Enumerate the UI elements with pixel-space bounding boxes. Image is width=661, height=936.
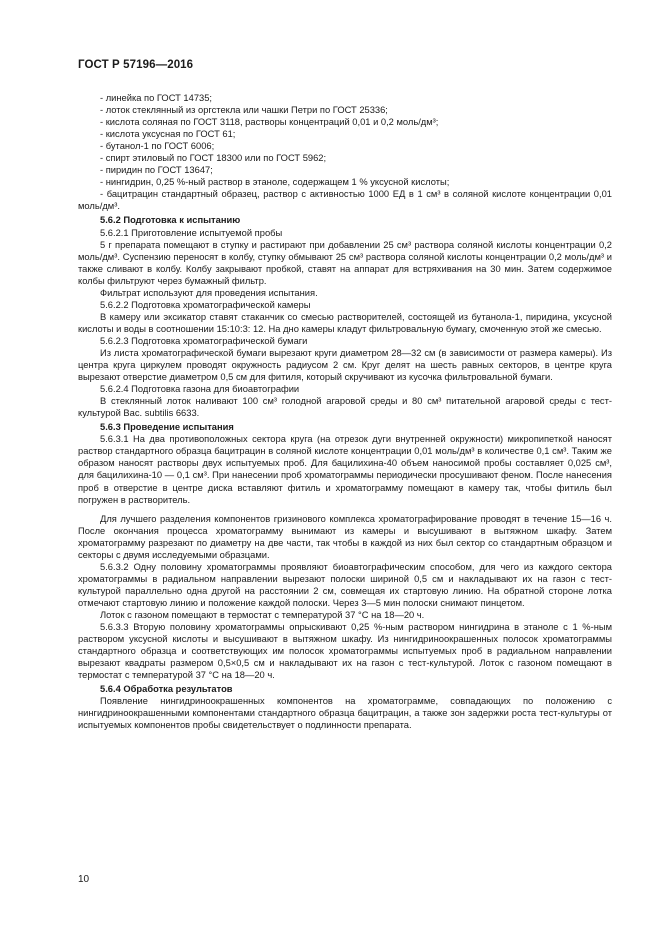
paragraph: Из листа хроматографической бумаги вырезают круги диаметром 28—32 см (в зависимости от размера камеры). Из центра круга циркулем проводят окружность радиусом 2 см. Круг делят на шесть равных секторов, в центре круга вырезают отверстие диаметром 0,5 см для фитиля, который скручивают из кусочка фильтровальной бумаги. [78, 347, 612, 383]
list-item: - кислота соляная по ГОСТ 3118, растворы концентраций 0,01 и 0,2 моль/дм³; [100, 117, 439, 128]
list-item: - спирт этиловый по ГОСТ 18300 или по ГОСТ 5962; [100, 153, 327, 164]
paragraph: В камеру или эксикатор ставят стаканчик со смесью растворителей, состоящей из бутанола-1, пиридина, уксусной кислоты и воды в соотношении 15:10:3: 12. На дно камеры кладут фильтровальную бумагу, смоченную этой же смесью. [78, 311, 612, 334]
paragraph: Появление нингидриноокрашенных компонентов на хроматограмме, совпадающих по положению с нингидриноокрашенными компонентами стандартного образца бацитрацин, а также зон задержки роста тест-культуры от испытуемых компонентов пробы свидетельствует о подлинности препарата. [78, 696, 612, 731]
paragraph: Для лучшего разделения компонентов гризинового комплекса хроматографирование проводят в течение 15—16 ч. После окончания процесса хроматограмму вынимают из камеры и высушивают в вытяжном шкафу. Затем хроматограмму разрезают по диаметру на две части, так чтобы в каждой из них был сектор со стандартным образцом и секторы с двумя исследуемыми образцами. [78, 513, 612, 560]
section-heading-5-6-4: 5.6.4 Обработка результатов [100, 684, 233, 695]
list-item: - лоток стеклянный из оргстекла или чашки Петри по ГОСТ 25336; [100, 105, 388, 116]
paragraph: Лоток с газоном помещают в термостат с температурой 37 °С на 18—20 ч. [100, 609, 425, 620]
paragraph: 5.6.3.1 На два противоположных сектора круга (на отрезок дуги внутренней окружности) микропипеткой наносят раствор стандартного образца бацитрацин в соляной кислоте концентрации 0,01 моль/дм³ в количестве 0,1 см³. Таким же образом наносят растворы двух испытуемых проб. Для бацилихина-40 объем наносимой пробы составляет 0,025 см³, для бацилихина-10 — 0,1 см³. При нанесении проб хроматограммы периодически просушивают феном. После нанесения проб в отверстие в центре диска вставляют фитиль и хроматограмму помещают в камеру так, чтобы фитиль был погружен в растворитель. [78, 434, 612, 505]
list-item: - пиридин по ГОСТ 13647; [100, 165, 213, 176]
paragraph: Фильтрат используют для проведения испытания. [100, 287, 318, 298]
subsection-title: 5.6.2.3 Подготовка хроматографической бумаги [100, 335, 308, 346]
document-header: ГОСТ Р 57196—2016 [78, 59, 194, 71]
list-item: - нингидрин, 0,25 %-ный раствор в этаноле, содержащем 1 % уксусной кислоты; [100, 177, 450, 188]
subsection-title: 5.6.2.2 Подготовка хроматографической камеры [100, 299, 311, 310]
list-item: - кислота уксусная по ГОСТ 61; [100, 129, 236, 140]
list-item: - линейка по ГОСТ 14735; [100, 93, 213, 103]
paragraph: 5.6.3.3 Вторую половину хроматограммы опрыскивают 0,25 %-ным раствором нингидрина в этаноле с 1 %-ным раствором уксусной кислоты и высушивают в вытяжном шкафу. Из нингидриноокрашенных полосок хроматограммы стандартного образца и соответствующих им полосок хроматограммы испытуемых проб в радиальном направлении вырезают квадраты размером 0,5×0,5 см и накладывают их на газон с тест-культурой. Лоток с газоном помещают в термостат с температурой 37 °С на 18—20 ч. [78, 622, 612, 681]
section-heading-5-6-2: 5.6.2 Подготовка к испытанию [100, 215, 241, 226]
subsection-title: 5.6.2.1 Приготовление испытуемой пробы [100, 227, 283, 238]
paragraph: 5 г препарата помещают в ступку и растирают при добавлении 25 см³ раствора соляной кислоты концентрации 0,2 моль/дм³. Суспензию переносят в колбу, ступку обмывают 25 см³ раствора соляной кислоты концентрации 0,2 моль/дм³ и также сливают в колбу. Колбу закрывают пробкой, ставят на аппарат для встряхивания на 30 мин. Затем содержимое колбы фильтруют через бумажный фильтр. [78, 239, 612, 286]
document-body [78, 92, 612, 731]
section-heading-5-6-3: 5.6.3 Проведение испытания [100, 422, 234, 433]
list-item: - бацитрацин стандартный образец, раствор с активностью 1000 ЕД в 1 см³ в соляной кислоте концентрации 0,01 моль/дм³. [78, 189, 612, 212]
paragraph: 5.6.3.2 Одну половину хроматограммы проявляют биоавтографическим способом, для чего из каждого сектора хроматограммы в радиальном направлении вырезают полоски шириной 0,5 см и накладывают их на газон с тест-культурой параллельно одна другой на расстоянии 2 см, совмещая их стартовую линию. На обратной стороне лотка отмечают стартовую линию и положение каждой полоски. Через 3—5 мин полоски снимают пинцетом. [78, 561, 612, 608]
page-number: 10 [78, 874, 90, 885]
paragraph: В стеклянный лоток наливают 100 см³ голодной агаровой среды и 80 см³ питательной агаровой среды с тест-культурой Bac. subtilis 6633. [78, 396, 612, 419]
list-item: - бутанол-1 по ГОСТ 6006; [100, 141, 215, 152]
subsection-title: 5.6.2.4 Подготовка газона для биоавтографии [100, 384, 300, 395]
